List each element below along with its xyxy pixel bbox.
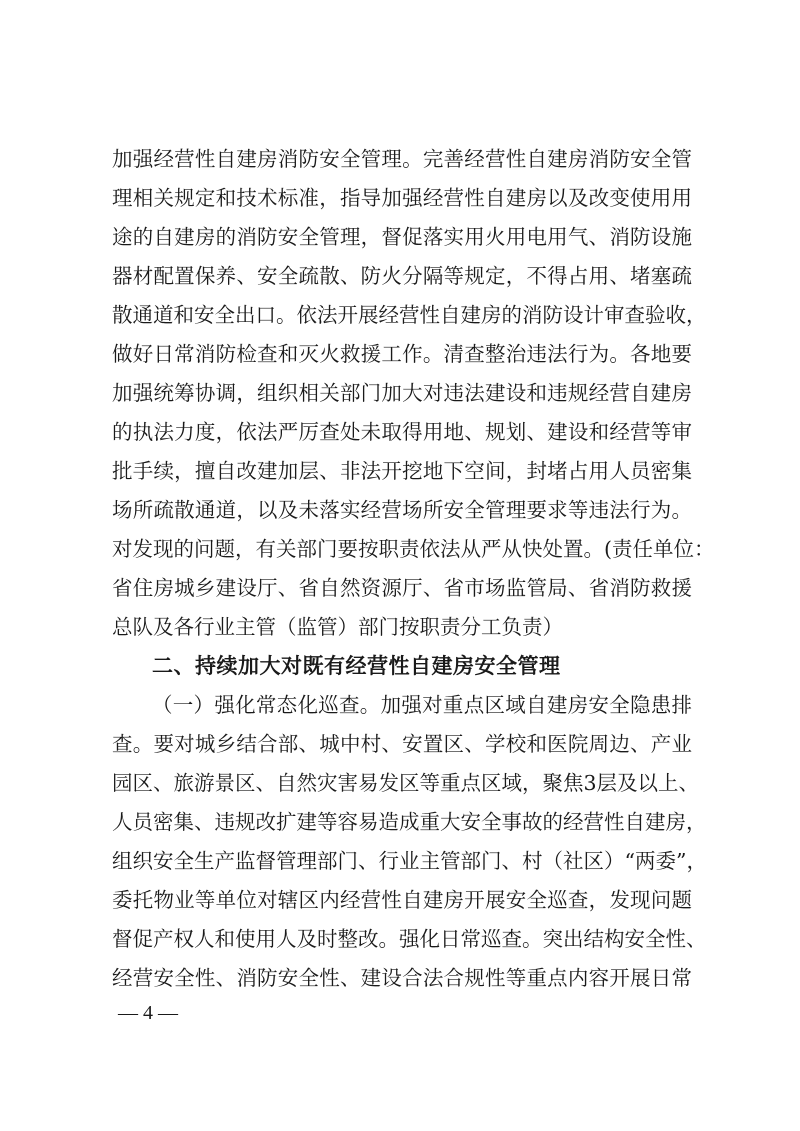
text-line: 途的自建房的消防安全管理，督促落实用火用电用气、消防设施 xyxy=(112,225,692,249)
text-line: 散通道和安全出口。依法开展经营性自建房的消防设计审查验收， xyxy=(112,303,707,327)
text-line: 督促产权人和使用人及时整改。强化日常巡查。突出结构安全性、 xyxy=(112,927,707,951)
text-line: 经营安全性、消防安全性、建设合法合规性等重点内容开展日常 xyxy=(112,966,692,990)
text-line: 器材配置保养、安全疏散、防火分隔等规定，不得占用、堵塞疏 xyxy=(112,264,692,288)
section-heading: 二、持续加大对既有经营性自建房安全管理 xyxy=(152,654,561,678)
page-number: — 4 — xyxy=(118,1002,178,1024)
text-line: 场所疏散通道，以及未落实经营场所安全管理要求等违法行为。 xyxy=(112,498,692,522)
text-line: 园区、旅游景区、自然灾害易发区等重点区域，聚焦3层及以上、 xyxy=(112,771,700,795)
text-line: 省住房城乡建设厅、省自然资源厅、省市场监管局、省消防救援 xyxy=(112,576,692,600)
text-line: 委托物业等单位对辖区内经营性自建房开展安全巡查，发现问题 xyxy=(112,888,692,912)
text-line: （一）强化常态化巡查。加强对重点区域自建房安全隐患排 xyxy=(152,693,692,717)
text-line: 加强统筹协调，组织相关部门加大对违法建设和违规经营自建房 xyxy=(112,381,692,405)
text-line: 总队及各行业主管（监管）部门按职责分工负责） xyxy=(112,615,563,639)
text-line: 查。要对城乡结合部、城中村、安置区、学校和医院周边、产业 xyxy=(112,732,692,756)
text-line: 做好日常消防检查和灭火救援工作。清查整治违法行为。各地要 xyxy=(112,342,692,366)
text-line: 的执法力度，依法严厉查处未取得用地、规划、建设和经营等审 xyxy=(112,420,692,444)
text-line: 批手续，擅自改建加层、非法开挖地下空间，封堵占用人员密集 xyxy=(112,459,692,483)
text-line: 组织安全生产监督管理部门、行业主管部门、村（社区）“两委”， xyxy=(112,849,707,873)
text-line: 理相关规定和技术标准，指导加强经营性自建房以及改变使用用 xyxy=(112,186,692,210)
text-line: 人员密集、违规改扩建等容易造成重大安全事故的经营性自建房， xyxy=(112,810,707,834)
text-line: 对发现的问题，有关部门要按职责依法从严从快处置。(责任单位： xyxy=(112,537,715,561)
text-line: 加强经营性自建房消防安全管理。完善经营性自建房消防安全管 xyxy=(112,147,692,171)
